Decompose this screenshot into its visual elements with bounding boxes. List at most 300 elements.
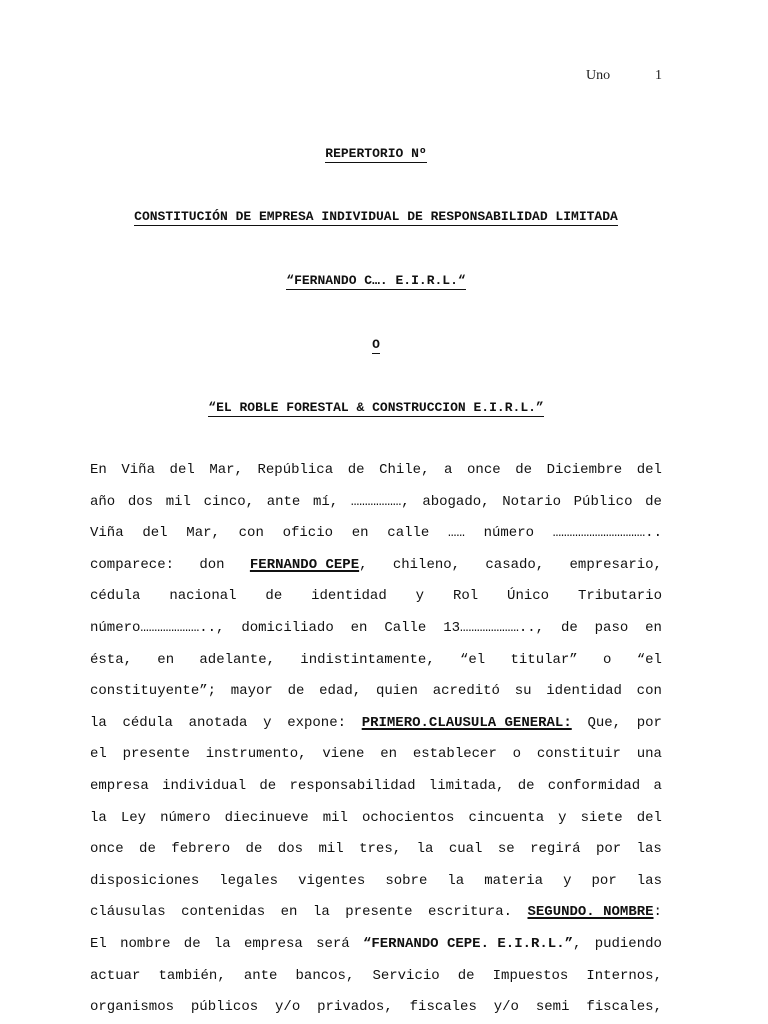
word-group xyxy=(241,613,333,645)
word-group xyxy=(169,581,236,613)
body-word: Rol xyxy=(452,588,479,605)
body-word: Único xyxy=(507,588,550,605)
word-group xyxy=(259,771,276,803)
body-line xyxy=(90,581,662,613)
body-word: instrumento, xyxy=(205,746,307,763)
body-word: PRIMERO.CLAUSULA GENERAL: xyxy=(361,714,572,731)
page-number: 1 xyxy=(655,68,662,83)
word-group xyxy=(90,929,107,961)
body-word: responsabilidad xyxy=(289,777,416,794)
body-word: en xyxy=(280,904,298,921)
body-word: empresa xyxy=(243,935,303,952)
body-word: de xyxy=(457,967,475,984)
body-word: a xyxy=(444,462,453,478)
word-group xyxy=(265,581,282,613)
word-group xyxy=(570,550,662,582)
body-word: actuar xyxy=(90,967,141,984)
word-group xyxy=(275,992,300,1024)
body-word: de xyxy=(139,841,156,858)
body-word: el xyxy=(90,746,107,763)
body-word: Ley xyxy=(120,809,147,826)
word-group xyxy=(90,550,174,582)
word-group xyxy=(121,455,155,487)
word-group xyxy=(558,803,566,835)
word-group xyxy=(493,961,569,993)
word-group xyxy=(317,992,393,1024)
body-word: las xyxy=(636,841,662,858)
word-group xyxy=(323,803,348,835)
body-word: casado, xyxy=(485,556,545,573)
word-group xyxy=(199,645,275,677)
body-word: de xyxy=(515,462,532,478)
body-word: disposiciones xyxy=(90,872,200,889)
body-word: abogado, xyxy=(422,493,490,510)
repertorio-title: REPERTORIO Nº xyxy=(325,146,427,161)
word-group xyxy=(467,455,501,487)
word-group xyxy=(313,897,330,929)
word-group xyxy=(166,487,191,519)
word-group xyxy=(199,550,224,582)
word-group xyxy=(372,961,439,993)
word-group xyxy=(298,866,365,898)
body-word: Público xyxy=(573,493,633,510)
body-word: mí, xyxy=(312,493,339,510)
body-word: fiscales, xyxy=(586,999,662,1016)
word-group xyxy=(186,518,220,550)
word-group xyxy=(548,771,640,803)
word-group xyxy=(637,866,662,898)
word-group xyxy=(90,771,149,803)
word-group xyxy=(157,645,174,677)
body-word: Impuestos xyxy=(492,967,569,984)
word-group xyxy=(128,487,153,519)
word-group xyxy=(416,581,424,613)
word-group xyxy=(561,613,578,645)
word-group xyxy=(351,487,410,519)
body-word: febrero xyxy=(171,841,231,858)
body-word: SEGUNDO. NOMBRE xyxy=(527,904,654,921)
word-group xyxy=(244,961,278,993)
body-word: escritura. xyxy=(427,904,512,921)
word-group xyxy=(410,992,477,1024)
body-word: regirá xyxy=(530,841,581,858)
word-group xyxy=(498,834,515,866)
body-word: fiscales xyxy=(409,999,477,1016)
body-word: don xyxy=(199,556,225,573)
body-word: adelante, xyxy=(199,651,276,668)
word-group xyxy=(518,771,535,803)
word-group xyxy=(162,771,246,803)
body-word: y xyxy=(415,588,425,605)
body-word: “el xyxy=(636,651,662,668)
body-word: a xyxy=(653,777,662,794)
body-word: de xyxy=(645,493,662,510)
word-group xyxy=(422,487,489,519)
word-group xyxy=(592,866,617,898)
body-word: establecer xyxy=(412,746,497,763)
body-word: Diciembre xyxy=(546,462,623,478)
body-word: once xyxy=(467,462,501,478)
body-word: Mar, xyxy=(186,525,220,542)
word-group xyxy=(123,708,173,740)
word-group xyxy=(528,897,662,929)
body-word: chileno, xyxy=(392,556,461,573)
word-group xyxy=(536,992,570,1024)
word-group xyxy=(120,929,170,961)
body-word: Notario xyxy=(502,493,561,510)
body-word: legales xyxy=(219,872,279,889)
body-word: 13………………….., xyxy=(443,619,545,636)
word-group xyxy=(547,455,623,487)
word-group xyxy=(90,487,115,519)
body-line xyxy=(90,771,662,803)
word-group xyxy=(288,676,305,708)
body-word: la xyxy=(213,935,231,952)
word-group xyxy=(595,613,629,645)
word-group xyxy=(443,613,544,645)
word-group xyxy=(359,834,401,866)
word-group xyxy=(90,581,140,613)
body-word: de xyxy=(287,683,305,700)
word-group xyxy=(296,961,355,993)
body-line xyxy=(90,613,662,645)
word-group xyxy=(603,645,611,677)
body-word: y xyxy=(263,714,272,731)
word-group xyxy=(595,929,662,961)
body-word: se xyxy=(497,841,515,858)
body-word: de xyxy=(259,777,277,794)
body-word: Que, xyxy=(587,714,622,731)
body-word: identidad xyxy=(311,588,387,605)
body-line xyxy=(90,866,662,898)
body-word: vigentes xyxy=(298,872,366,889)
word-group xyxy=(90,992,174,1024)
body-word: públicos xyxy=(190,999,259,1016)
body-word: presente xyxy=(345,904,413,921)
word-group xyxy=(637,645,662,677)
body-text xyxy=(90,455,662,1024)
body-word: de xyxy=(560,619,578,636)
or-separator: O xyxy=(372,337,380,352)
word-group xyxy=(387,518,429,550)
word-group xyxy=(90,961,140,993)
body-word: Internos, xyxy=(586,967,662,984)
body-word: Viña xyxy=(90,525,124,542)
word-group xyxy=(494,992,519,1024)
body-line xyxy=(90,834,662,866)
body-word: será xyxy=(316,935,350,952)
body-word: cédula xyxy=(122,714,173,731)
body-word: constituir xyxy=(536,746,621,763)
body-word: tres, xyxy=(359,841,402,858)
body-word: materia xyxy=(484,872,544,889)
word-group xyxy=(278,834,303,866)
word-group xyxy=(537,739,621,771)
body-word: dos xyxy=(277,841,304,858)
body-word: pudiendo xyxy=(594,935,662,952)
body-line xyxy=(90,550,662,582)
body-word: Tributario xyxy=(577,588,662,605)
word-group xyxy=(90,866,199,898)
body-line xyxy=(90,455,662,487)
word-group xyxy=(121,803,146,835)
body-word: titular” xyxy=(510,651,578,668)
word-group xyxy=(300,645,434,677)
body-word: presente xyxy=(122,746,190,763)
body-line xyxy=(90,961,662,993)
body-word: oficio xyxy=(282,525,334,542)
body-word: anotada xyxy=(188,714,248,731)
word-group xyxy=(90,613,224,645)
body-word: número………………….., xyxy=(90,619,225,636)
body-word: las xyxy=(636,872,662,889)
body-word: bancos, xyxy=(295,967,355,984)
word-group xyxy=(596,834,621,866)
word-group xyxy=(289,771,415,803)
word-group xyxy=(322,739,364,771)
word-group xyxy=(204,487,254,519)
word-group xyxy=(485,550,544,582)
body-word: cual xyxy=(448,841,483,858)
word-group xyxy=(90,518,124,550)
body-line xyxy=(90,645,662,677)
word-group xyxy=(428,897,512,929)
word-group xyxy=(90,834,124,866)
body-word: limitada, xyxy=(428,777,505,794)
word-group xyxy=(209,455,243,487)
body-word: FERNANDO CEPE xyxy=(249,556,360,573)
word-group xyxy=(385,866,427,898)
word-group xyxy=(281,897,298,929)
body-word: cláusulas xyxy=(90,904,166,921)
word-group xyxy=(645,487,662,519)
body-word: y/o xyxy=(493,999,519,1016)
word-group xyxy=(316,929,350,961)
word-group xyxy=(250,550,368,582)
body-word: una xyxy=(636,746,662,763)
body-word: cédula xyxy=(90,588,141,605)
word-group xyxy=(362,803,454,835)
word-group xyxy=(637,708,662,740)
body-word: acreditó xyxy=(432,683,500,700)
word-group xyxy=(181,897,265,929)
body-word: por xyxy=(636,714,662,731)
word-group xyxy=(142,518,167,550)
word-group xyxy=(393,550,460,582)
word-group xyxy=(429,771,505,803)
word-group xyxy=(267,487,301,519)
word-group xyxy=(637,676,662,708)
body-word: ante xyxy=(243,967,278,984)
body-word: por xyxy=(591,872,617,889)
body-word: y xyxy=(563,872,572,889)
body-word: su xyxy=(514,683,532,700)
word-group xyxy=(417,834,434,866)
word-group xyxy=(413,739,497,771)
word-group xyxy=(379,455,429,487)
word-group xyxy=(458,961,475,993)
word-group xyxy=(263,708,271,740)
word-group xyxy=(90,676,216,708)
body-word: con xyxy=(636,683,662,700)
word-group xyxy=(258,455,334,487)
word-group xyxy=(363,929,581,961)
body-word: del xyxy=(142,525,168,542)
body-word: domiciliado xyxy=(241,619,334,636)
body-word: en xyxy=(380,746,397,763)
body-word: paso xyxy=(594,619,629,636)
body-word: siete xyxy=(580,809,623,826)
page-header xyxy=(586,68,662,84)
body-word: y/o xyxy=(275,999,301,1016)
body-line xyxy=(90,929,662,961)
word-group xyxy=(170,455,195,487)
body-word: en xyxy=(350,619,368,636)
body-word: nombre xyxy=(120,935,171,952)
body-word: Chile, xyxy=(379,462,430,478)
word-group xyxy=(90,739,107,771)
body-line xyxy=(90,518,662,550)
body-word: o xyxy=(603,651,612,668)
body-word: mil xyxy=(322,809,348,826)
body-word: once xyxy=(90,841,124,858)
body-word: constituyente”; xyxy=(90,683,217,700)
word-group xyxy=(319,676,361,708)
word-group xyxy=(283,518,333,550)
word-group xyxy=(578,581,662,613)
body-word: ochocientos xyxy=(362,809,455,826)
body-word: República xyxy=(257,462,334,478)
body-word: mayor xyxy=(230,683,273,700)
word-group xyxy=(502,487,561,519)
body-word: , xyxy=(359,556,368,573)
body-word: “el xyxy=(460,651,486,668)
body-word: en xyxy=(351,525,369,542)
body-word: nacional xyxy=(169,588,237,605)
word-group xyxy=(90,455,107,487)
body-word: …… xyxy=(448,525,465,542)
word-group xyxy=(448,518,465,550)
word-group xyxy=(380,739,397,771)
body-word: contenidas xyxy=(181,904,266,921)
word-group xyxy=(184,929,201,961)
word-group xyxy=(553,518,662,550)
body-word: y xyxy=(558,809,567,826)
body-word: del xyxy=(169,462,195,478)
body-word: Viña xyxy=(121,462,155,478)
word-group xyxy=(345,897,412,929)
word-group xyxy=(189,708,248,740)
word-group xyxy=(191,992,258,1024)
body-word: ante xyxy=(266,493,301,510)
body-word: , xyxy=(573,935,582,952)
word-group xyxy=(507,581,549,613)
word-group xyxy=(586,992,662,1024)
body-word: quien xyxy=(375,683,418,700)
body-word: del xyxy=(636,462,662,478)
body-word: por xyxy=(595,841,622,858)
body-word: calle xyxy=(387,525,430,542)
word-group xyxy=(139,834,156,866)
word-group xyxy=(348,455,365,487)
body-word: mil xyxy=(318,841,344,858)
word-group xyxy=(513,739,521,771)
word-group xyxy=(574,487,633,519)
word-group xyxy=(384,613,426,645)
word-group xyxy=(239,518,264,550)
alternate-name-title: “EL ROBLE FORESTAL & CONSTRUCCION E.I.R.L.” xyxy=(208,400,544,415)
body-word: dos xyxy=(127,493,154,510)
body-word: también, xyxy=(158,967,226,984)
word-group xyxy=(511,645,578,677)
body-word: indistintamente, xyxy=(300,651,435,668)
constitucion-title: CONSTITUCIÓN DE EMPRESA INDIVIDUAL DE RESPONSABILIDAD LIMITADA xyxy=(134,209,618,224)
word-group xyxy=(645,613,662,645)
body-word: Servicio xyxy=(372,967,440,984)
word-group xyxy=(453,581,478,613)
body-word: la xyxy=(447,872,465,889)
body-word: identidad xyxy=(546,683,622,700)
word-group xyxy=(637,834,662,866)
body-word: El xyxy=(90,935,107,952)
body-word: viene xyxy=(322,746,365,763)
word-group xyxy=(90,803,107,835)
body-word: Mar, xyxy=(209,462,243,478)
body-word: de xyxy=(183,935,201,952)
word-group xyxy=(546,676,622,708)
body-word: “FERNANDO CEPE. E.I.R.L.” xyxy=(362,935,574,952)
body-word: de xyxy=(347,462,365,478)
body-word: edad, xyxy=(319,683,362,700)
body-word: año xyxy=(90,493,116,510)
body-line xyxy=(90,739,662,771)
body-word: mil xyxy=(165,493,191,510)
body-word: con xyxy=(238,525,264,542)
word-group xyxy=(515,455,532,487)
body-line xyxy=(90,487,662,519)
word-group xyxy=(637,803,662,835)
word-group xyxy=(444,455,452,487)
word-group xyxy=(159,961,226,993)
body-line xyxy=(90,897,662,929)
word-group xyxy=(90,645,132,677)
word-group xyxy=(287,708,346,740)
word-group xyxy=(311,581,387,613)
word-group xyxy=(433,676,500,708)
word-group xyxy=(318,834,343,866)
body-line xyxy=(90,992,662,1024)
word-group xyxy=(376,676,418,708)
body-word: cincuenta xyxy=(468,809,545,826)
word-group xyxy=(484,518,534,550)
body-word: expone: xyxy=(287,714,347,731)
word-group xyxy=(206,739,307,771)
body-word: de xyxy=(265,588,283,605)
body-word: En xyxy=(90,462,107,478)
word-group xyxy=(637,455,662,487)
body-word: ésta, xyxy=(90,651,133,668)
word-group xyxy=(468,803,544,835)
body-word: sobre xyxy=(385,872,428,889)
body-word: empresario, xyxy=(569,556,662,573)
word-group xyxy=(225,803,309,835)
body-word: empresa xyxy=(90,777,149,794)
body-word: la xyxy=(312,904,330,921)
body-word: en xyxy=(645,619,662,636)
body-line xyxy=(90,708,662,740)
word-group xyxy=(563,866,571,898)
word-group xyxy=(231,676,273,708)
